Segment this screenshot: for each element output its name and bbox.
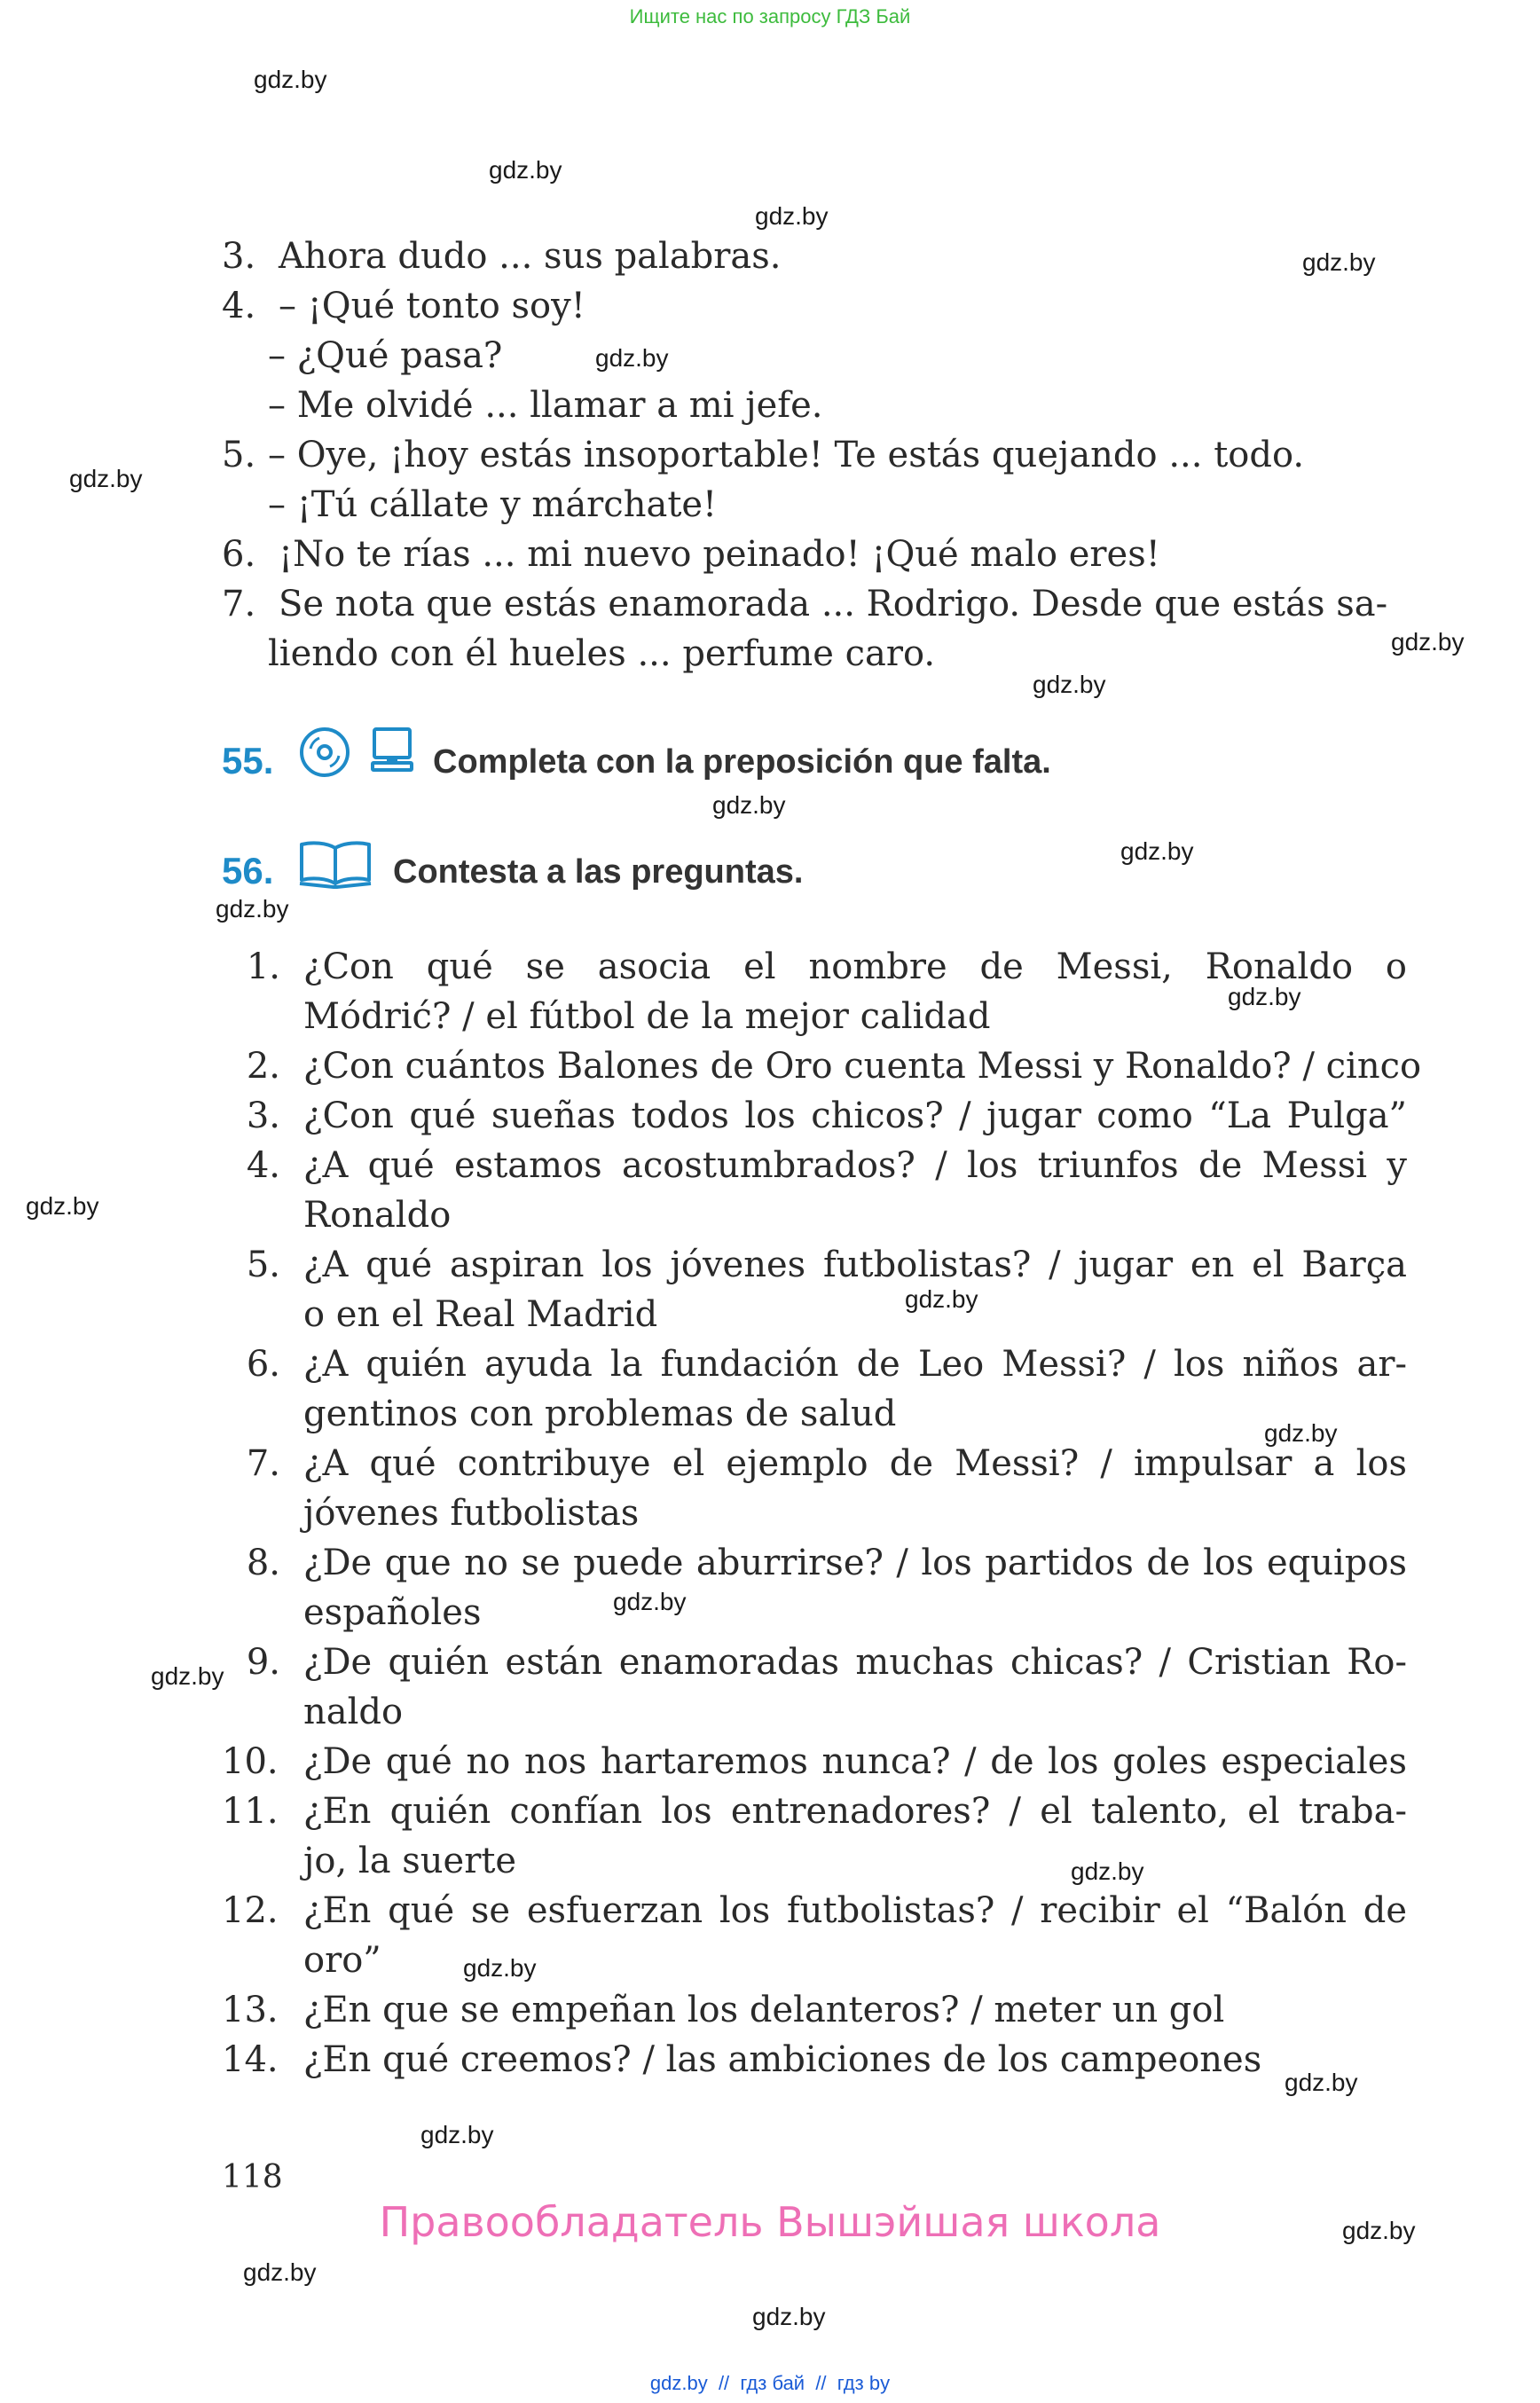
watermark: gdz.by — [752, 2303, 826, 2330]
question-line: españoles — [303, 1592, 482, 1633]
watermark: gdz.by — [613, 1588, 687, 1615]
question-line: ¿En qué se esfuerzan los futbolistas? / recibir el “Balón de — [303, 1890, 1407, 1931]
list-item-number: 5. — [222, 435, 256, 475]
watermark: gdz.by — [1071, 1857, 1144, 1885]
watermark: gdz.by — [26, 1192, 99, 1220]
question-number: 1. — [246, 946, 280, 987]
question-line: jóvenes futbolistas — [303, 1493, 640, 1534]
list-item: – ¡Qué tonto soy! — [279, 286, 585, 326]
question-line: ¿En quién confían los entrenadores? / el talento, el traba- — [303, 1791, 1407, 1832]
question-number: 3. — [246, 1095, 280, 1136]
question-line: o en el Real Madrid — [303, 1294, 658, 1335]
exercise-title: Completa con la preposición que falta. — [433, 743, 1051, 781]
list-item: – Me olvidé ... llamar a mi jefe. — [268, 385, 823, 426]
page-number: 118 — [222, 2159, 283, 2195]
watermark: gdz.by — [151, 1662, 224, 1690]
question-line: ¿A qué contribuye el ejemplo de Messi? / impulsar a los — [303, 1443, 1407, 1484]
question-number: 8. — [246, 1543, 280, 1583]
watermark: gdz.by — [1033, 671, 1106, 698]
question-number: 14. — [222, 2039, 279, 2080]
watermark: gdz.by — [489, 156, 562, 184]
question-line: ¿Con qué se asocia el nombre de Messi, Ronaldo o — [303, 946, 1407, 987]
list-item-number: 7. — [222, 584, 256, 624]
question-line: ¿De que no se puede aburrirse? / los partidos de los equipos — [303, 1543, 1407, 1583]
watermark: gdz.by — [1302, 248, 1376, 276]
list-item: – ¡Tú cállate y márchate! — [268, 484, 718, 525]
list-item: liendo con él hueles ... perfume caro. — [268, 633, 936, 674]
question-number: 12. — [222, 1890, 279, 1931]
book-icon — [298, 839, 373, 889]
watermark: gdz.by — [1120, 837, 1194, 865]
list-item-number: 4. — [222, 286, 256, 326]
question-line: Módrić? / el fútbol de la mejor calidad — [303, 996, 991, 1037]
exercise-number: 55. — [222, 740, 274, 781]
watermark: gdz.by — [69, 465, 143, 492]
question-line: oro” — [303, 1940, 381, 1981]
list-item: Se nota que estás enamorada ... Rodrigo. Desde que estás sa- — [279, 584, 1388, 624]
watermark: gdz.by — [243, 2258, 317, 2286]
question-number: 4. — [246, 1145, 280, 1186]
watermark: gdz.by — [1391, 628, 1465, 656]
question-line: ¿De quién están enamoradas muchas chicas? / Cristian Ro- — [303, 1642, 1407, 1683]
question-line: ¿En que se empeñan los delanteros? / meter un gol — [303, 1990, 1225, 2030]
question-number: 5. — [246, 1245, 280, 1285]
question-number: 13. — [222, 1990, 279, 2030]
copyright-owner: Правообладатель Вышэйшая школа — [379, 2198, 1161, 2246]
watermark: gdz.by — [216, 895, 289, 923]
question-line: Ronaldo — [303, 1195, 452, 1236]
watermark: gdz.by — [254, 66, 327, 93]
list-item: – Oye, ¡hoy estás insoportable! Te estás quejando ... todo. — [268, 435, 1305, 475]
question-line: ¿Con cuántos Balones de Oro cuenta Messi y Ronaldo? / cinco — [303, 1046, 1422, 1087]
question-line: naldo — [303, 1692, 404, 1732]
watermark: gdz.by — [463, 1954, 537, 1982]
question-line: ¿A qué estamos acostumbrados? / los triunfos de Messi y — [303, 1145, 1407, 1186]
question-line: ¿De qué no nos hartaremos nunca? / de los goles especiales — [303, 1741, 1407, 1782]
question-line: ¿A quién ayuda la fundación de Leo Messi? / los niños ar- — [303, 1344, 1407, 1385]
top-banner[interactable]: Ищите нас по запросу ГДЗ Бай — [629, 5, 911, 27]
watermark: gdz.by — [755, 202, 829, 230]
watermark: gdz.by — [1342, 2217, 1416, 2244]
list-item: – ¿Qué pasa? — [268, 335, 503, 376]
question-number: 6. — [246, 1344, 280, 1385]
question-line: ¿A qué aspiran los jóvenes futbolistas? / jugar en el Barça — [303, 1245, 1407, 1285]
question-line: jo, la suerte — [303, 1841, 517, 1881]
exercise-number: 56. — [222, 850, 274, 891]
watermark: gdz.by — [1264, 1419, 1338, 1447]
computer-icon — [367, 726, 417, 775]
watermark: gdz.by — [1228, 983, 1301, 1010]
watermark: gdz.by — [1285, 2069, 1358, 2096]
cd-icon — [298, 726, 351, 779]
watermark: gdz.by — [712, 791, 786, 819]
question-line: ¿En qué creemos? / las ambiciones de los campeones — [303, 2039, 1262, 2080]
question-number: 7. — [246, 1443, 280, 1484]
list-item-number: 3. — [222, 236, 256, 277]
question-line: ¿Con qué sueñas todos los chicos? / jugar como “La Pulga” — [303, 1095, 1407, 1136]
question-line: gentinos con problemas de salud — [303, 1394, 897, 1434]
question-number: 10. — [222, 1741, 279, 1782]
exercise-title: Contesta a las preguntas. — [393, 853, 804, 891]
watermark: gdz.by — [905, 1285, 978, 1313]
list-item-number: 6. — [222, 534, 256, 575]
question-number: 2. — [246, 1046, 280, 1087]
list-item: Ahora dudo ... sus palabras. — [279, 236, 782, 277]
question-number: 11. — [222, 1791, 279, 1832]
bottom-links[interactable]: gdz.by // гдз бай // гдз by — [649, 2372, 891, 2394]
list-item: ¡No te rías ... mi nuevo peinado! ¡Qué malo eres! — [279, 534, 1160, 575]
watermark: gdz.by — [420, 2121, 494, 2148]
question-number: 9. — [246, 1642, 280, 1683]
watermark: gdz.by — [595, 344, 669, 372]
